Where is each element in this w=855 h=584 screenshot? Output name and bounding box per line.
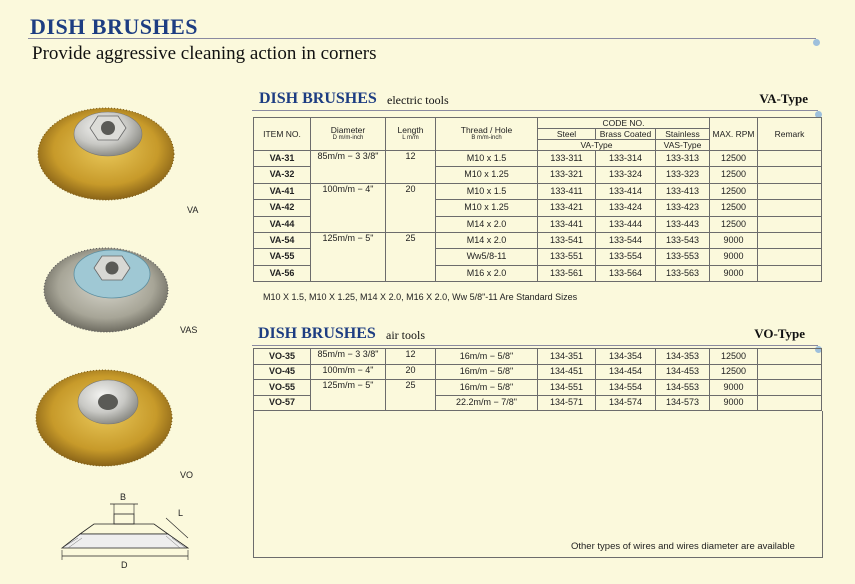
vo-section-title: DISH BRUSHES <box>258 325 376 342</box>
steel-code-cell: 133-321 <box>538 167 596 183</box>
dimension-diagram <box>58 492 198 574</box>
steel-code-cell: 133-311 <box>538 151 596 167</box>
stainless-code-cell: 134-573 <box>656 395 710 411</box>
va-table-body <box>254 151 822 282</box>
va-type-label: VA-Type <box>759 91 808 106</box>
col-header-diameter-label: Diameter <box>330 125 366 136</box>
table-row <box>254 183 822 199</box>
max-rpm-cell: 12500 <box>710 200 758 216</box>
remark-cell <box>758 183 822 199</box>
remark-cell <box>758 167 822 183</box>
col-header-brass: Brass Coated <box>596 129 656 140</box>
steel-code-cell: 133-541 <box>538 232 596 248</box>
vo-section-subtitle: air tools <box>386 328 425 342</box>
vo-brush-image <box>34 362 174 472</box>
stainless-code-cell: 133-413 <box>656 183 710 199</box>
remark-cell <box>758 151 822 167</box>
max-rpm-cell: 9000 <box>710 380 758 396</box>
remark-cell <box>758 200 822 216</box>
item-no-cell: VA-54 <box>254 232 311 248</box>
col-header-length-label: Length <box>397 125 424 136</box>
length-cell: 20 <box>386 183 436 232</box>
brass-code-cell: 133-314 <box>596 151 656 167</box>
brass-code-cell: 133-554 <box>596 249 656 265</box>
thread-cell: 16m/m − 5/8" <box>436 380 538 396</box>
vo-table-blank-area <box>253 411 823 558</box>
col-header-va-type: VA-Type <box>538 140 656 151</box>
max-rpm-cell: 12500 <box>710 349 758 365</box>
brass-code-cell: 134-574 <box>596 395 656 411</box>
vo-table-body <box>254 349 822 411</box>
brass-code-cell: 133-324 <box>596 167 656 183</box>
max-rpm-cell: 12500 <box>710 183 758 199</box>
max-rpm-cell: 9000 <box>710 265 758 281</box>
va-brush-image <box>36 92 176 204</box>
brass-code-cell: 133-424 <box>596 200 656 216</box>
item-no-cell: VA-41 <box>254 183 311 199</box>
length-cell: 12 <box>386 151 436 184</box>
table-row <box>254 380 822 396</box>
col-header-code: CODE NO. <box>538 118 710 129</box>
brass-code-cell: 134-554 <box>596 380 656 396</box>
va-section-rule <box>252 110 818 111</box>
stainless-code-cell: 134-453 <box>656 364 710 380</box>
item-no-cell: VO-45 <box>254 364 311 380</box>
vo-section-header <box>258 325 805 345</box>
title-rule <box>28 38 816 39</box>
length-cell: 25 <box>386 380 436 411</box>
col-header-diameter-unit: D m/m-inch <box>332 135 364 142</box>
steel-code-cell: 133-421 <box>538 200 596 216</box>
steel-code-cell: 134-451 <box>538 364 596 380</box>
vo-spec-table <box>253 348 822 411</box>
steel-code-cell: 134-351 <box>538 349 596 365</box>
stainless-code-cell: 134-553 <box>656 380 710 396</box>
vas-brush-image <box>42 238 170 338</box>
thread-cell: M16 x 2.0 <box>436 265 538 281</box>
thread-cell: M14 x 2.0 <box>436 216 538 232</box>
item-no-cell: VA-32 <box>254 167 311 183</box>
brass-code-cell: 133-414 <box>596 183 656 199</box>
max-rpm-cell: 12500 <box>710 216 758 232</box>
diameter-cell: 125m/m − 5" <box>311 380 386 411</box>
stainless-code-cell: 133-543 <box>656 232 710 248</box>
remark-cell <box>758 395 822 411</box>
vo-type-label: VO-Type <box>754 326 805 341</box>
brass-code-cell: 133-444 <box>596 216 656 232</box>
col-header-remark: Remark <box>758 118 822 151</box>
brass-code-cell: 134-354 <box>596 349 656 365</box>
va-spec-table <box>253 117 822 282</box>
stainless-code-cell: 134-353 <box>656 349 710 365</box>
brass-code-cell: 134-454 <box>596 364 656 380</box>
stainless-code-cell: 133-443 <box>656 216 710 232</box>
diameter-cell: 100m/m − 4" <box>311 364 386 380</box>
max-rpm-cell: 9000 <box>710 249 758 265</box>
col-header-length <box>386 118 436 151</box>
table-row <box>254 364 822 380</box>
page-title: DISH BRUSHES <box>30 14 199 39</box>
item-no-cell: VA-44 <box>254 216 311 232</box>
length-cell: 25 <box>386 232 436 281</box>
remark-cell <box>758 265 822 281</box>
va-section-subtitle: electric tools <box>387 93 449 107</box>
col-header-rpm: MAX. RPM <box>710 118 758 151</box>
item-no-cell: VA-31 <box>254 151 311 167</box>
steel-code-cell: 133-411 <box>538 183 596 199</box>
va-section-title: DISH BRUSHES <box>259 90 377 107</box>
col-header-thread <box>436 118 538 151</box>
thread-cell: M10 x 1.5 <box>436 151 538 167</box>
stainless-code-cell: 133-563 <box>656 265 710 281</box>
standard-sizes-note: M10 X 1.5, M10 X 1.25, M14 X 2.0, M16 X 2.0, Ww 5/8"-11 Are Standard Sizes <box>263 292 578 302</box>
item-no-cell: VA-42 <box>254 200 311 216</box>
remark-cell <box>758 216 822 232</box>
thread-cell: M10 x 1.25 <box>436 167 538 183</box>
table-row <box>254 232 822 248</box>
stainless-code-cell: 133-553 <box>656 249 710 265</box>
thread-cell: M10 x 1.25 <box>436 200 538 216</box>
remark-cell <box>758 380 822 396</box>
thread-cell: 22.2m/m − 7/8" <box>436 395 538 411</box>
thread-cell: M14 x 2.0 <box>436 232 538 248</box>
steel-code-cell: 133-551 <box>538 249 596 265</box>
col-header-stainless: Stainless <box>656 129 710 140</box>
diameter-cell: 125m/m − 5" <box>311 232 386 281</box>
thread-cell: Ww5/8-11 <box>436 249 538 265</box>
table-row <box>254 349 822 365</box>
item-no-cell: VA-55 <box>254 249 311 265</box>
steel-code-cell: 134-551 <box>538 380 596 396</box>
diagram-label-l: L <box>178 508 184 518</box>
item-no-cell: VO-55 <box>254 380 311 396</box>
steel-code-cell: 133-561 <box>538 265 596 281</box>
thread-cell: M10 x 1.5 <box>436 183 538 199</box>
col-header-steel: Steel <box>538 129 596 140</box>
brass-code-cell: 133-544 <box>596 232 656 248</box>
va-image-label: VA <box>187 205 199 215</box>
max-rpm-cell: 12500 <box>710 167 758 183</box>
thread-cell: 16m/m − 5/8" <box>436 364 538 380</box>
stainless-code-cell: 133-323 <box>656 167 710 183</box>
diameter-cell: 100m/m − 4" <box>311 183 386 232</box>
col-header-thread-label: Thread / Hole <box>460 125 513 136</box>
col-header-thread-unit: B m/m-inch <box>471 135 502 142</box>
brass-code-cell: 133-564 <box>596 265 656 281</box>
item-no-cell: VO-35 <box>254 349 311 365</box>
vo-image-label: VO <box>180 470 194 480</box>
stainless-code-cell: 133-313 <box>656 151 710 167</box>
col-header-item: ITEM NO. <box>254 118 311 151</box>
col-header-vas-type: VAS-Type <box>656 140 710 151</box>
remark-cell <box>758 364 822 380</box>
remark-cell <box>758 349 822 365</box>
max-rpm-cell: 9000 <box>710 232 758 248</box>
diagram-label-d: D <box>121 560 128 570</box>
item-no-cell: VA-56 <box>254 265 311 281</box>
max-rpm-cell: 12500 <box>710 364 758 380</box>
col-header-length-unit: L m/m <box>402 135 419 142</box>
va-section-header <box>259 90 808 110</box>
max-rpm-cell: 12500 <box>710 151 758 167</box>
thread-cell: 16m/m − 5/8" <box>436 349 538 365</box>
diameter-cell: 85m/m − 3 3/8" <box>311 151 386 184</box>
title-rule-dot <box>813 39 820 46</box>
col-header-diameter <box>311 118 386 151</box>
length-cell: 20 <box>386 364 436 380</box>
max-rpm-cell: 9000 <box>710 395 758 411</box>
table-row <box>254 151 822 167</box>
diameter-cell: 85m/m − 3 3/8" <box>311 349 386 365</box>
vo-section-rule <box>252 345 818 346</box>
item-no-cell: VO-57 <box>254 395 311 411</box>
steel-code-cell: 134-571 <box>538 395 596 411</box>
page-subtitle: Provide aggressive cleaning action in corners <box>32 43 377 64</box>
vas-image-label: VAS <box>180 325 198 335</box>
wire-availability-note: Other types of wires and wires diameter are available <box>571 541 795 552</box>
steel-code-cell: 133-441 <box>538 216 596 232</box>
remark-cell <box>758 232 822 248</box>
diagram-label-b: B <box>120 492 127 502</box>
remark-cell <box>758 249 822 265</box>
stainless-code-cell: 133-423 <box>656 200 710 216</box>
length-cell: 12 <box>386 349 436 365</box>
